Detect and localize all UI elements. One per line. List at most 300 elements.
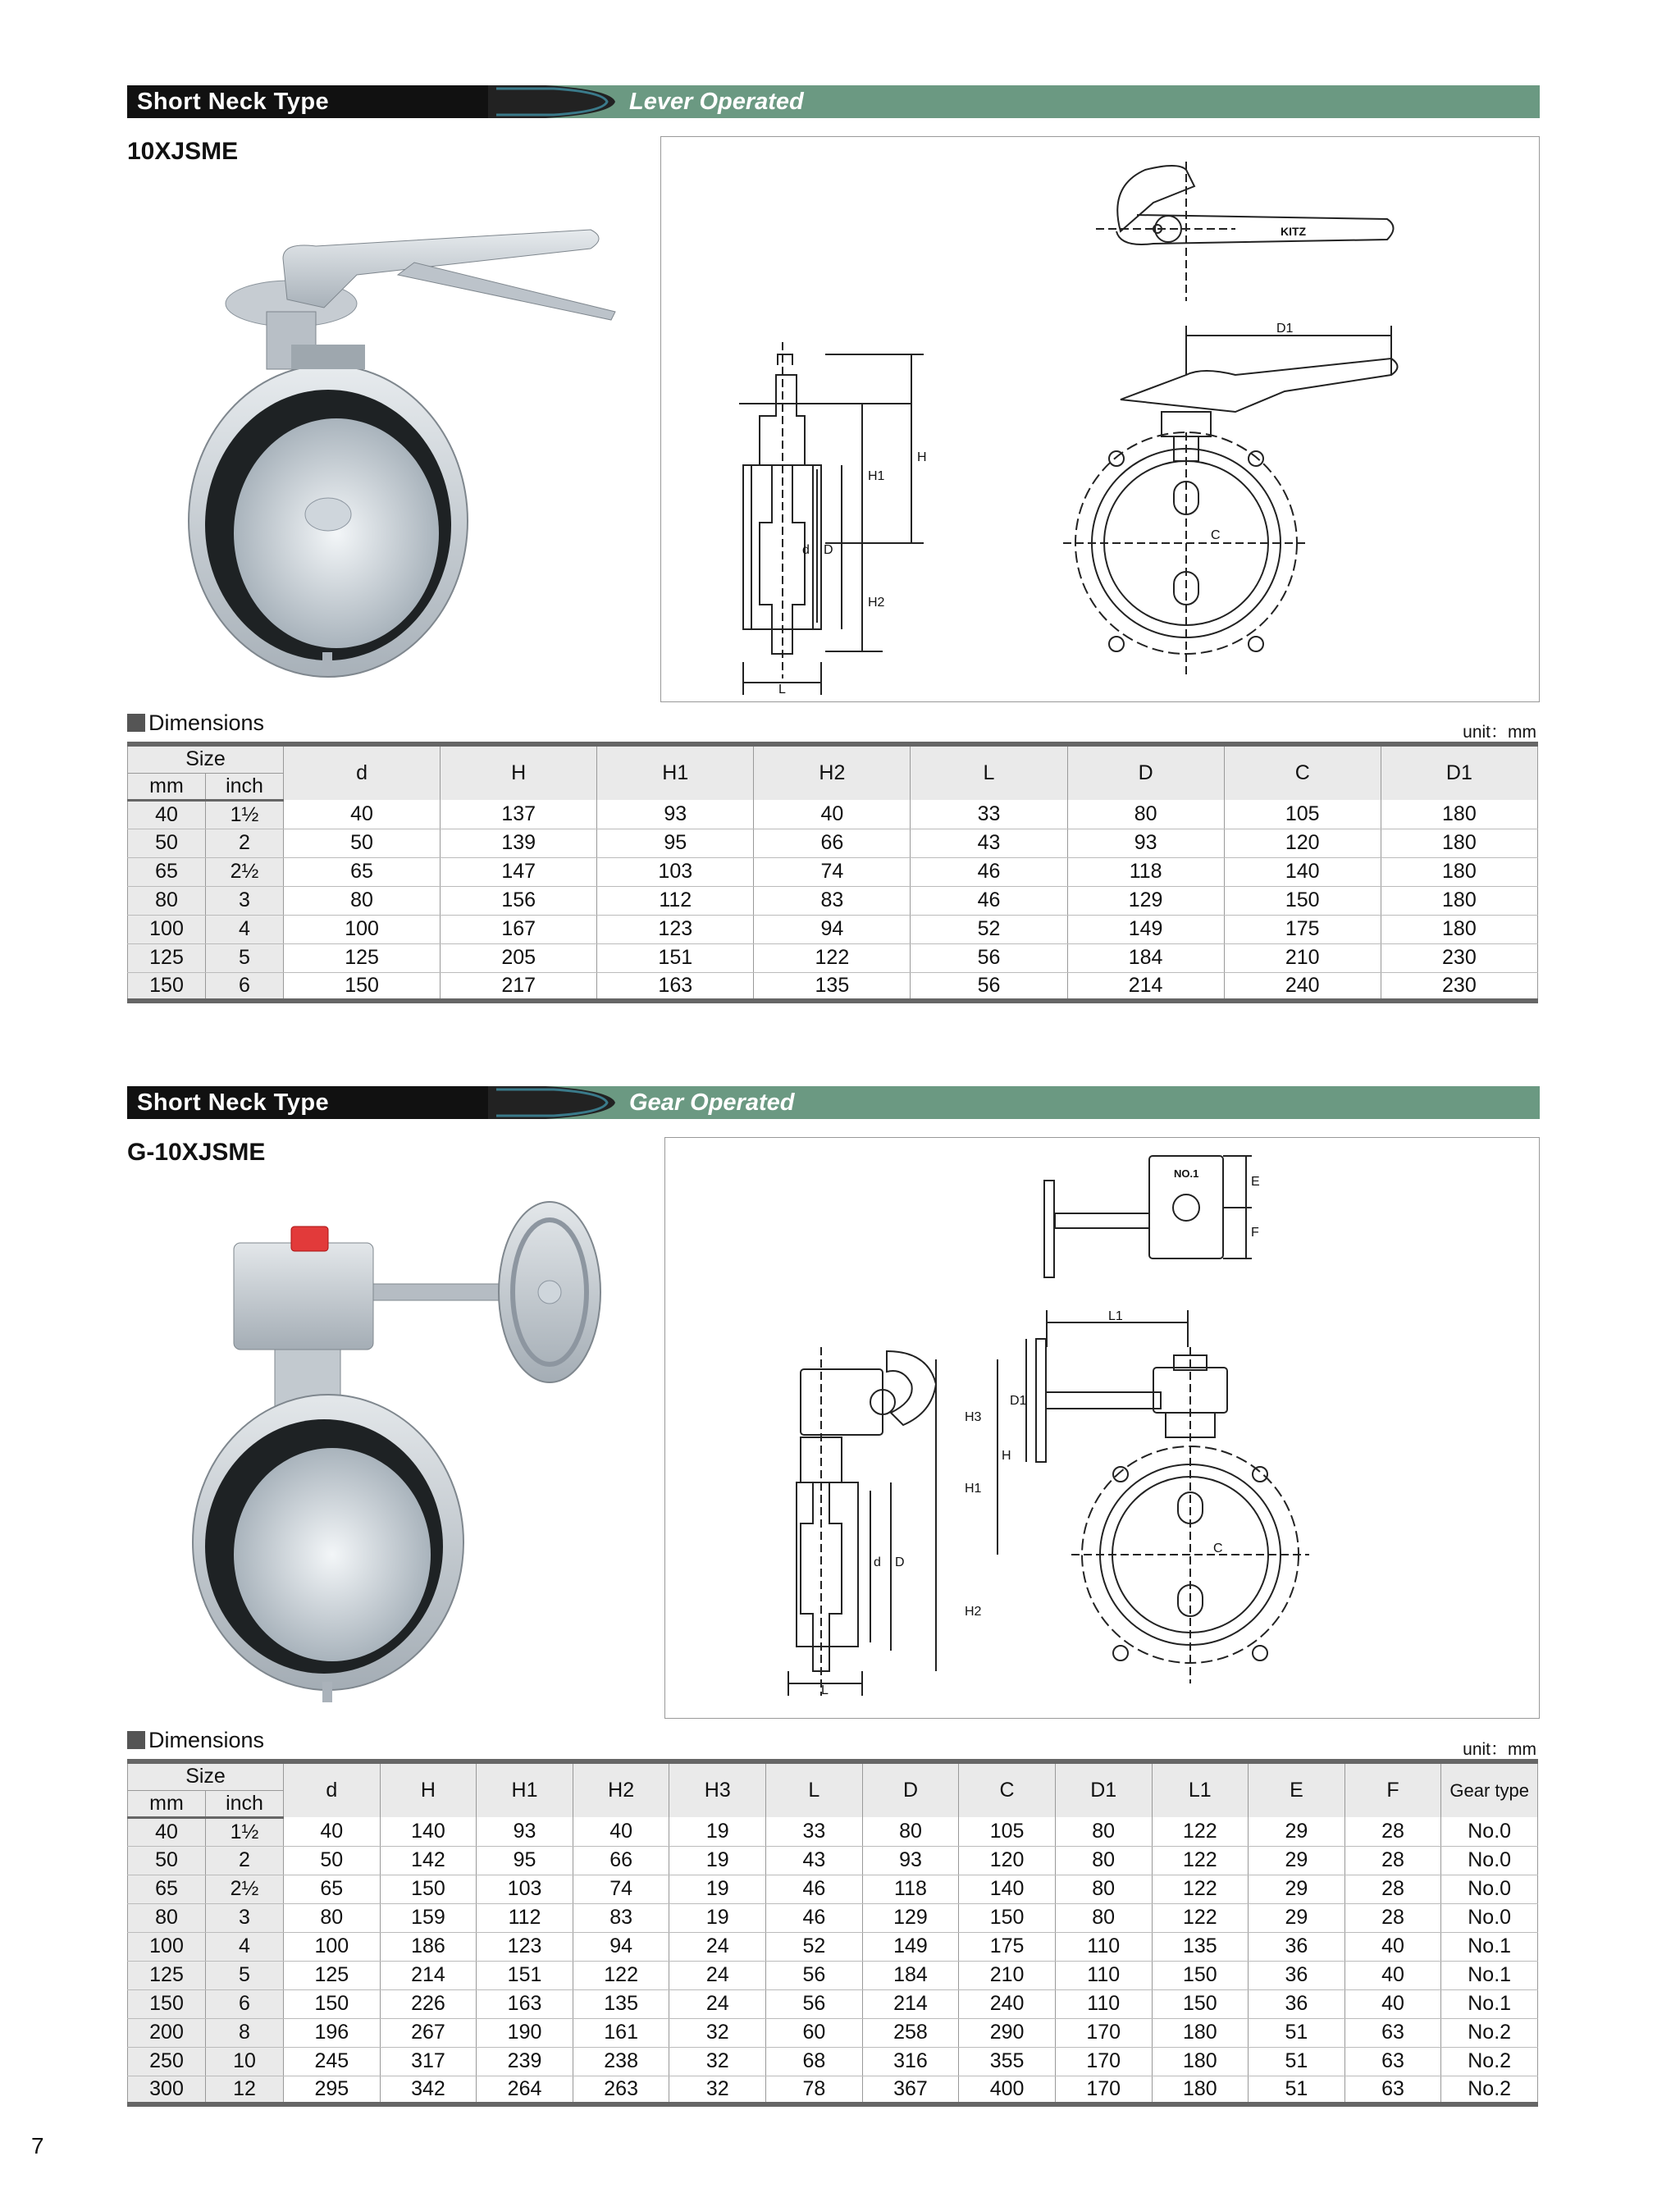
label-D1: D1	[1010, 1394, 1027, 1408]
col-header: L	[911, 744, 1067, 800]
table-row	[128, 829, 1538, 857]
size-inch-cell: 6	[206, 972, 284, 1001]
value-cell: 125	[284, 943, 441, 972]
arrow-graphic	[488, 85, 619, 118]
dimensions-label: Dimensions	[148, 710, 265, 735]
col-header: d	[284, 744, 441, 800]
size-inch-cell: 4	[206, 915, 284, 943]
value-cell: No.2	[1441, 2047, 1538, 2076]
value-cell: 122	[1152, 1903, 1249, 1932]
value-cell: 129	[1067, 886, 1224, 915]
value-cell: 217	[441, 972, 597, 1001]
label-H1: H1	[868, 469, 885, 483]
value-cell: 150	[284, 1989, 381, 2018]
size-inch-cell: 2	[206, 829, 284, 857]
value-cell: 150	[959, 1903, 1056, 1932]
value-cell: 60	[766, 2018, 863, 2047]
size-mm-cell: 150	[128, 972, 206, 1001]
type-tag	[127, 85, 488, 118]
arrow-graphic	[488, 1086, 619, 1119]
size-inch-cell: 2	[206, 1846, 284, 1875]
label-L: L	[821, 1683, 829, 1697]
page-number: 7	[31, 2133, 44, 2158]
mm-header: mm	[128, 773, 206, 800]
size-mm-cell: 125	[128, 1961, 206, 1989]
section-header-gear	[127, 1086, 1540, 1119]
value-cell: 180	[1381, 829, 1537, 857]
value-cell: 317	[380, 2047, 477, 2076]
size-mm-cell: 250	[128, 2047, 206, 2076]
col-header: C	[1224, 744, 1381, 800]
gear-dimensions-table	[127, 1759, 1538, 2107]
value-cell: 95	[477, 1846, 573, 1875]
size-header: Size	[128, 744, 284, 773]
value-cell: 52	[766, 1932, 863, 1961]
value-cell: 19	[669, 1875, 766, 1903]
type-label: Short Neck Type	[137, 89, 330, 115]
value-cell: 65	[284, 1875, 381, 1903]
value-cell: 367	[862, 2076, 959, 2104]
value-cell: 186	[380, 1932, 477, 1961]
label-D: D	[895, 1555, 905, 1569]
value-cell: 40	[1344, 1961, 1441, 1989]
value-cell: 258	[862, 2018, 959, 2047]
value-cell: 147	[441, 857, 597, 886]
value-cell: 196	[284, 2018, 381, 2047]
value-cell: 80	[1067, 800, 1224, 829]
value-cell: 355	[959, 2047, 1056, 2076]
label-H: H	[1002, 1449, 1011, 1463]
value-cell: 100	[284, 1932, 381, 1961]
value-cell: 19	[669, 1817, 766, 1846]
value-cell: 80	[1055, 1846, 1152, 1875]
value-cell: 263	[573, 2076, 669, 2104]
value-cell: 210	[1224, 943, 1381, 972]
col-header: D1	[1055, 1761, 1152, 1817]
value-cell: 214	[1067, 972, 1224, 1001]
col-header: F	[1344, 1761, 1441, 1817]
value-cell: 180	[1381, 915, 1537, 943]
col-header: H	[441, 744, 597, 800]
value-cell: 150	[284, 972, 441, 1001]
value-cell: 180	[1152, 2076, 1249, 2104]
value-cell: 24	[669, 1932, 766, 1961]
table-row	[128, 1989, 1538, 2018]
value-cell: 105	[959, 1817, 1056, 1846]
value-cell: 24	[669, 1989, 766, 2018]
table-row	[128, 800, 1538, 829]
table-row	[128, 943, 1538, 972]
value-cell: 316	[862, 2047, 959, 2076]
value-cell: 51	[1249, 2076, 1345, 2104]
value-cell: 110	[1055, 1989, 1152, 2018]
gear-dimension-drawing	[664, 1137, 1540, 1719]
size-inch-cell: 1½	[206, 800, 284, 829]
label-plate: NO.1	[1174, 1167, 1199, 1180]
value-cell: 170	[1055, 2018, 1152, 2047]
value-cell: 342	[380, 2076, 477, 2104]
value-cell: 50	[284, 1846, 381, 1875]
table-row	[128, 2076, 1538, 2104]
value-cell: 29	[1249, 1875, 1345, 1903]
table-row	[128, 972, 1538, 1001]
value-cell: 83	[573, 1903, 669, 1932]
value-cell: 105	[1224, 800, 1381, 829]
col-header: D	[1067, 744, 1224, 800]
value-cell: 80	[1055, 1817, 1152, 1846]
value-cell: 56	[766, 1989, 863, 2018]
col-header: D1	[1381, 744, 1537, 800]
size-inch-cell: 2½	[206, 857, 284, 886]
value-cell: 149	[862, 1932, 959, 1961]
value-cell: 80	[1055, 1875, 1152, 1903]
value-cell: 63	[1344, 2018, 1441, 2047]
value-cell: 93	[1067, 829, 1224, 857]
size-mm-cell: 300	[128, 2076, 206, 2104]
value-cell: 180	[1381, 857, 1537, 886]
col-header: E	[1249, 1761, 1345, 1817]
value-cell: 46	[911, 886, 1067, 915]
value-cell: 129	[862, 1903, 959, 1932]
value-cell: 170	[1055, 2076, 1152, 2104]
value-cell: No.1	[1441, 1989, 1538, 2018]
table-row	[128, 886, 1538, 915]
value-cell: 180	[1381, 800, 1537, 829]
value-cell: 123	[597, 915, 754, 943]
value-cell: 29	[1249, 1846, 1345, 1875]
col-header: H3	[669, 1761, 766, 1817]
size-inch-cell: 3	[206, 886, 284, 915]
value-cell: 36	[1249, 1961, 1345, 1989]
type-label: Short Neck Type	[137, 1089, 330, 1116]
size-mm-cell: 80	[128, 1903, 206, 1932]
value-cell: 184	[862, 1961, 959, 1989]
value-cell: 28	[1344, 1846, 1441, 1875]
dimensions-heading	[127, 710, 264, 736]
value-cell: 63	[1344, 2076, 1441, 2104]
size-inch-cell: 6	[206, 1989, 284, 2018]
value-cell: 226	[380, 1989, 477, 2018]
value-cell: 122	[754, 943, 911, 972]
size-inch-cell: 2½	[206, 1875, 284, 1903]
value-cell: 56	[766, 1961, 863, 1989]
value-cell: 240	[959, 1989, 1056, 2018]
model-name: 10XJSME	[127, 138, 239, 165]
label-D: D	[824, 543, 833, 557]
value-cell: 238	[573, 2047, 669, 2076]
value-cell: 150	[380, 1875, 477, 1903]
size-mm-cell: 200	[128, 2018, 206, 2047]
value-cell: 80	[284, 1903, 381, 1932]
value-cell: No.0	[1441, 1846, 1538, 1875]
value-cell: 80	[284, 886, 441, 915]
size-mm-cell: 100	[128, 1932, 206, 1961]
value-cell: 290	[959, 2018, 1056, 2047]
size-mm-cell: 125	[128, 943, 206, 972]
value-cell: No.0	[1441, 1817, 1538, 1846]
size-mm-cell: 150	[128, 1989, 206, 2018]
value-cell: 180	[1152, 2047, 1249, 2076]
value-cell: No.1	[1441, 1961, 1538, 1989]
value-cell: 180	[1381, 886, 1537, 915]
label-H2: H2	[868, 596, 885, 610]
value-cell: 32	[669, 2076, 766, 2104]
size-mm-cell: 65	[128, 1875, 206, 1903]
value-cell: 245	[284, 2047, 381, 2076]
value-cell: 100	[284, 915, 441, 943]
table-row	[128, 915, 1538, 943]
value-cell: 80	[862, 1817, 959, 1846]
col-header: H2	[754, 744, 911, 800]
value-cell: 32	[669, 2047, 766, 2076]
value-cell: No.0	[1441, 1903, 1538, 1932]
value-cell: 33	[766, 1817, 863, 1846]
size-mm-cell: 40	[128, 1817, 206, 1846]
value-cell: 65	[284, 857, 441, 886]
value-cell: 150	[1152, 1989, 1249, 2018]
table-row	[128, 1846, 1538, 1875]
value-cell: 40	[284, 800, 441, 829]
table-row	[128, 1903, 1538, 1932]
col-header: L1	[1152, 1761, 1249, 1817]
value-cell: 122	[573, 1961, 669, 1989]
value-cell: 135	[754, 972, 911, 1001]
value-cell: 137	[441, 800, 597, 829]
value-cell: 56	[911, 972, 1067, 1001]
bullet-square	[127, 714, 145, 732]
col-header: H2	[573, 1761, 669, 1817]
value-cell: 118	[862, 1875, 959, 1903]
value-cell: 19	[669, 1903, 766, 1932]
size-mm-cell: 50	[128, 1846, 206, 1875]
value-cell: 205	[441, 943, 597, 972]
value-cell: 36	[1249, 1932, 1345, 1961]
value-cell: 135	[1152, 1932, 1249, 1961]
lever-dimensions-table	[127, 742, 1538, 1003]
value-cell: 46	[766, 1903, 863, 1932]
value-cell: 46	[911, 857, 1067, 886]
value-cell: 32	[669, 2018, 766, 2047]
bullet-square	[127, 1731, 145, 1749]
table-row	[128, 857, 1538, 886]
value-cell: 103	[477, 1875, 573, 1903]
value-cell: 110	[1055, 1961, 1152, 1989]
value-cell: 74	[573, 1875, 669, 1903]
label-L1: L1	[1108, 1309, 1123, 1323]
unit-label: unit：mm	[1463, 1740, 1536, 1759]
value-cell: 29	[1249, 1817, 1345, 1846]
label-L: L	[778, 683, 786, 697]
value-cell: 36	[1249, 1989, 1345, 2018]
size-mm-cell: 65	[128, 857, 206, 886]
type-tag	[127, 1086, 488, 1119]
value-cell: 123	[477, 1932, 573, 1961]
value-cell: 156	[441, 886, 597, 915]
value-cell: 95	[597, 829, 754, 857]
value-cell: 66	[754, 829, 911, 857]
value-cell: 163	[597, 972, 754, 1001]
value-cell: 66	[573, 1846, 669, 1875]
value-cell: 150	[1152, 1961, 1249, 1989]
value-cell: 51	[1249, 2047, 1345, 2076]
label-D1: D1	[1276, 322, 1294, 336]
col-header: d	[284, 1761, 381, 1817]
value-cell: 120	[1224, 829, 1381, 857]
value-cell: 400	[959, 2076, 1056, 2104]
size-inch-cell: 4	[206, 1932, 284, 1961]
value-cell: 52	[911, 915, 1067, 943]
value-cell: 214	[380, 1961, 477, 1989]
operation-label: Lever Operated	[629, 89, 804, 115]
size-inch-cell: 3	[206, 1903, 284, 1932]
inch-header: inch	[206, 1790, 284, 1817]
unit-label: unit：mm	[1463, 723, 1536, 742]
label-C: C	[1211, 528, 1221, 542]
value-cell: 149	[1067, 915, 1224, 943]
value-cell: 122	[1152, 1817, 1249, 1846]
value-cell: 93	[477, 1817, 573, 1846]
size-mm-cell: 100	[128, 915, 206, 943]
value-cell: 175	[1224, 915, 1381, 943]
value-cell: 50	[284, 829, 441, 857]
value-cell: 214	[862, 1989, 959, 2018]
table-row	[128, 1932, 1538, 1961]
value-cell: 94	[754, 915, 911, 943]
value-cell: 28	[1344, 1875, 1441, 1903]
value-cell: 175	[959, 1932, 1056, 1961]
value-cell: 140	[1224, 857, 1381, 886]
table-row	[128, 2018, 1538, 2047]
gear-drawing-svg	[665, 1138, 1539, 1718]
value-cell: 29	[1249, 1903, 1345, 1932]
dimensions-heading	[127, 1728, 264, 1753]
table-row	[128, 2047, 1538, 2076]
value-cell: 151	[477, 1961, 573, 1989]
value-cell: No.1	[1441, 1932, 1538, 1961]
value-cell: 93	[862, 1846, 959, 1875]
value-cell: 68	[766, 2047, 863, 2076]
value-cell: 94	[573, 1932, 669, 1961]
value-cell: No.2	[1441, 2076, 1538, 2104]
label-E: E	[1251, 1175, 1260, 1189]
value-cell: 40	[1344, 1989, 1441, 2018]
value-cell: 140	[959, 1875, 1056, 1903]
label-brand: KITZ	[1281, 225, 1307, 238]
value-cell: 43	[766, 1846, 863, 1875]
value-cell: 140	[380, 1817, 477, 1846]
value-cell: 135	[573, 1989, 669, 2018]
value-cell: 43	[911, 829, 1067, 857]
value-cell: 184	[1067, 943, 1224, 972]
label-d: d	[802, 543, 810, 557]
size-inch-cell: 5	[206, 943, 284, 972]
lever-dimension-drawing	[660, 136, 1540, 702]
size-inch-cell: 8	[206, 2018, 284, 2047]
size-mm-cell: 50	[128, 829, 206, 857]
value-cell: 210	[959, 1961, 1056, 1989]
label-F: F	[1251, 1226, 1259, 1240]
label-d: d	[874, 1555, 881, 1569]
value-cell: 167	[441, 915, 597, 943]
label-H1: H1	[965, 1482, 982, 1496]
value-cell: 239	[477, 2047, 573, 2076]
table-row	[128, 1961, 1538, 1989]
label-C: C	[1213, 1542, 1223, 1555]
value-cell: 180	[1152, 2018, 1249, 2047]
size-inch-cell: 12	[206, 2076, 284, 2104]
operation-label: Gear Operated	[629, 1089, 795, 1116]
value-cell: 83	[754, 886, 911, 915]
value-cell: 56	[911, 943, 1067, 972]
value-cell: 112	[477, 1903, 573, 1932]
value-cell: 170	[1055, 2047, 1152, 2076]
dimensions-label: Dimensions	[148, 1728, 265, 1752]
value-cell: 267	[380, 2018, 477, 2047]
value-cell: 150	[1224, 886, 1381, 915]
table-row	[128, 1817, 1538, 1846]
value-cell: 163	[477, 1989, 573, 2018]
value-cell: 190	[477, 2018, 573, 2047]
value-cell: 40	[1344, 1932, 1441, 1961]
inch-header: inch	[206, 773, 284, 800]
value-cell: 122	[1152, 1875, 1249, 1903]
value-cell: No.0	[1441, 1875, 1538, 1903]
col-header: D	[862, 1761, 959, 1817]
value-cell: 19	[669, 1846, 766, 1875]
value-cell: 80	[1055, 1903, 1152, 1932]
value-cell: 120	[959, 1846, 1056, 1875]
value-cell: 28	[1344, 1903, 1441, 1932]
value-cell: 125	[284, 1961, 381, 1989]
label-H: H	[917, 450, 927, 464]
mm-header: mm	[128, 1790, 206, 1817]
value-cell: 159	[380, 1903, 477, 1932]
value-cell: 46	[766, 1875, 863, 1903]
value-cell: 139	[441, 829, 597, 857]
size-inch-cell: 1½	[206, 1817, 284, 1846]
table-row	[128, 1875, 1538, 1903]
value-cell: 40	[754, 800, 911, 829]
value-cell: 230	[1381, 943, 1537, 972]
size-inch-cell: 5	[206, 1961, 284, 1989]
value-cell: 103	[597, 857, 754, 886]
col-header: H1	[477, 1761, 573, 1817]
col-header: H	[380, 1761, 477, 1817]
value-cell: 142	[380, 1846, 477, 1875]
value-cell: 122	[1152, 1846, 1249, 1875]
value-cell: 295	[284, 2076, 381, 2104]
gear-valve-photo	[185, 1198, 611, 1706]
value-cell: 51	[1249, 2018, 1345, 2047]
section-header-lever	[127, 85, 1540, 118]
value-cell: 24	[669, 1961, 766, 1989]
lever-valve-photo	[185, 209, 628, 685]
col-header: Gear type	[1441, 1761, 1538, 1817]
col-header: L	[766, 1761, 863, 1817]
value-cell: No.2	[1441, 2018, 1538, 2047]
value-cell: 161	[573, 2018, 669, 2047]
value-cell: 112	[597, 886, 754, 915]
value-cell: 33	[911, 800, 1067, 829]
value-cell: 40	[573, 1817, 669, 1846]
value-cell: 78	[766, 2076, 863, 2104]
size-header: Size	[128, 1761, 284, 1790]
value-cell: 230	[1381, 972, 1537, 1001]
model-name: G-10XJSME	[127, 1139, 266, 1166]
value-cell: 63	[1344, 2047, 1441, 2076]
size-inch-cell: 10	[206, 2047, 284, 2076]
lever-drawing-svg	[661, 137, 1539, 701]
